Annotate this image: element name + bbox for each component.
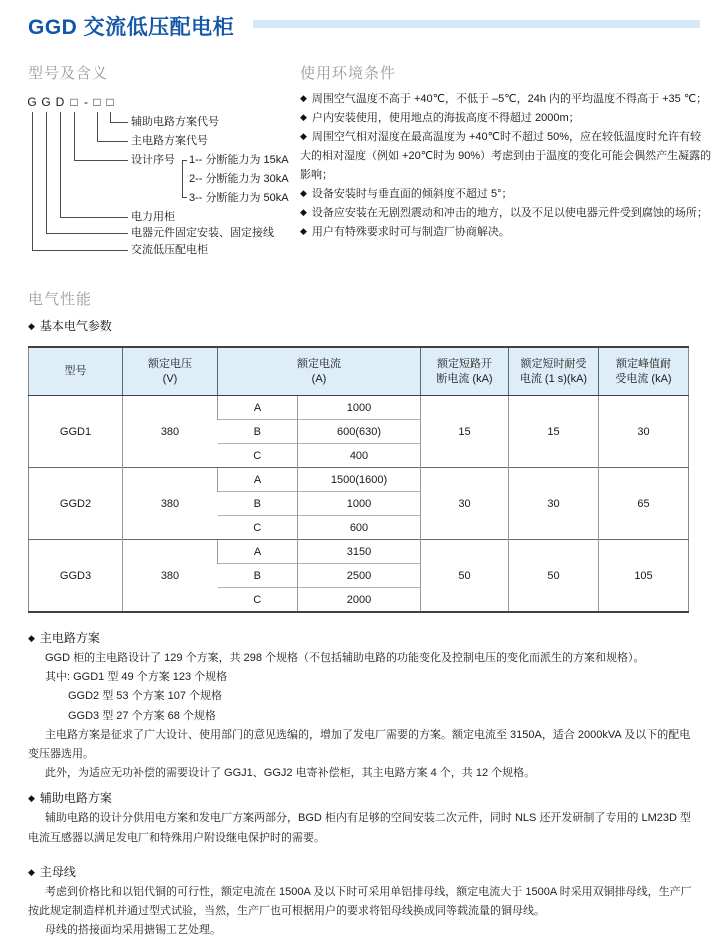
cell-peak: 105 <box>599 540 689 613</box>
cell-current: 600 <box>298 516 421 540</box>
connector-line <box>60 112 61 217</box>
cell-withstand: 15 <box>509 396 599 468</box>
cell-current: 3150 <box>298 540 421 564</box>
environment-conditions-list <box>300 90 712 242</box>
heading-busbar <box>28 863 722 883</box>
cell-withstand: 50 <box>509 540 599 613</box>
cell-current: 400 <box>298 444 421 468</box>
aux-circuit-paragraph: 辅助电路的设计分供用电方案和发电厂方案两部分，BGD 柜内有足够的空间安装二次元件，同时 NLS 还开发研制了专用的 LM23D 型电流互感器以满足发电厂和特殊用户附设继电保护时的需要。 <box>28 812 691 844</box>
cell-letter: C <box>218 516 298 540</box>
cell-breaking: 30 <box>421 468 509 540</box>
env-condition-text: 周围空气相对湿度在最高温度为 +40℃时不超过 50%，应在较低温度时允许有较大的相对湿度（例如 +20℃时为 90%）考虑到由于温度的变化可能会偶然产生凝露的影响； <box>300 131 712 181</box>
connector-line <box>32 250 128 251</box>
section-heading-environment: 使用环境条件 <box>300 65 397 82</box>
cell-withstand: 30 <box>509 468 599 540</box>
connector-line <box>46 112 47 233</box>
label-aux-circuit-code: 辅助电路方案代号 <box>131 116 219 128</box>
bracket-line <box>182 160 187 161</box>
code-char: G <box>41 95 51 109</box>
diamond-icon: ◆ <box>300 112 307 122</box>
header-peak-current: 额定峰值耐 受电流 (kA) <box>599 347 689 396</box>
label-fixed-mounting: 电器元件固定安装、固定接线 <box>131 227 274 239</box>
subheading-basic-parameters <box>28 317 722 337</box>
env-condition-text: 户内安装使用，使用地点的海拔高度不得超过 2000m； <box>311 112 580 124</box>
header-withstand-current: 额定短时耐受 电流 (1 s)(kA) <box>509 347 599 396</box>
heading-text: 主母线 <box>39 864 76 879</box>
connector-line <box>97 141 128 142</box>
main-circuit-paragraph: 其中: GGD1 型 49 个方案 123 个规格 <box>45 671 228 684</box>
main-circuit-paragraph: GGD3 型 27 个方案 68 个规格 <box>68 709 216 722</box>
code-char: □ <box>70 95 78 109</box>
busbar-paragraph: 考虑到价格比和以铝代铜的可行性，额定电流在 1500A 及以下时可采用单铝排母线，额定电流大于 1500A 时采用双铜排母线，生产厂按此规定制造样机并通过型式试验，当然，生产厂也可根据用户的要求将铝母线换成同等载流量的铜母线。 <box>28 885 692 918</box>
title-accent-band <box>253 20 700 28</box>
table-row <box>29 468 689 492</box>
env-condition-item <box>300 109 712 128</box>
connector-line <box>32 112 33 250</box>
code-char: □ <box>106 95 114 109</box>
cell-peak: 30 <box>599 396 689 468</box>
label-design-number: 设计序号 <box>131 154 175 166</box>
connector-line <box>74 160 128 161</box>
main-circuit-paragraph: 主电路方案是征求了广大设计、使用部门的意见选编的，增加了发电厂需要的方案。额定电流至 3150A，适合 2000kVA 及以下的配电变压器选用。 <box>28 728 691 761</box>
code-char: □ <box>93 95 101 109</box>
heading-main-circuit <box>28 629 722 649</box>
cell-letter: A <box>218 396 298 420</box>
main-circuit-paragraph: GGD 柜的主电路设计了 129 个方案，共 298 个规格（不包括辅助电路的功能变化及控制电压的变化而派生的方案和规格）。 <box>45 652 645 664</box>
cell-letter: B <box>218 492 298 516</box>
header-breaking-current: 额定短路开 断电流 (kA) <box>421 347 509 396</box>
cell-letter: A <box>218 468 298 492</box>
label-power-cabinet: 电力用柜 <box>131 211 175 223</box>
cell-current: 1000 <box>298 492 421 516</box>
diamond-icon: ◆ <box>300 93 307 103</box>
connector-line <box>60 217 128 218</box>
header-voltage: 额定电压 (V) <box>123 347 218 396</box>
heading-aux-circuit <box>28 789 722 809</box>
label-main-circuit-code: 主电路方案代号 <box>131 135 208 147</box>
diamond-icon: ◆ <box>28 321 35 331</box>
bracket-line <box>182 160 183 198</box>
connector-line <box>97 112 98 141</box>
table-row <box>29 396 689 420</box>
design-item-50ka: 3-- 分断能力为 50kA <box>189 192 289 204</box>
page-title: GGD 交流低压配电柜 <box>28 16 235 39</box>
label-ac-lv-cabinet: 交流低压配电柜 <box>131 244 208 256</box>
diamond-icon: ◆ <box>28 793 35 804</box>
design-item-30ka: 2-- 分断能力为 30kA <box>189 173 289 185</box>
diamond-icon: ◆ <box>28 633 35 643</box>
cell-letter: A <box>218 540 298 564</box>
connector-line <box>74 112 75 160</box>
cell-peak: 65 <box>599 468 689 540</box>
parameters-table <box>28 346 689 613</box>
cell-model: GGD2 <box>29 468 123 540</box>
connector-line <box>110 112 111 122</box>
env-condition-item <box>300 90 712 109</box>
main-circuit-paragraph: GGD2 型 53 个方案 107 个规格 <box>68 690 223 703</box>
cell-current: 1000 <box>298 396 421 420</box>
cell-voltage: 380 <box>123 396 218 468</box>
connector-line <box>110 122 128 123</box>
cell-model: GGD1 <box>59 425 92 438</box>
table-row <box>29 540 689 564</box>
code-char: - <box>84 95 88 109</box>
cell-breaking: 15 <box>421 396 509 468</box>
code-char: D <box>55 95 65 109</box>
cell-current: 1500(1600) <box>298 468 421 492</box>
env-condition-text: 设备应安装在无剧烈震动和冲击的地方，以及不足以使电器元件受到腐蚀的场所； <box>311 207 708 219</box>
cell-letter: C <box>218 588 298 613</box>
heading-text: 辅助电路方案 <box>39 791 112 806</box>
busbar-paragraph: 母线的搭接面均采用搪锡工艺处理。 <box>45 924 221 937</box>
diamond-icon: ◆ <box>300 131 307 141</box>
section-heading-electrical: 电气性能 <box>28 291 93 308</box>
connector-line <box>46 233 128 234</box>
header-current: 额定电流 (A) <box>218 347 421 396</box>
lower-content <box>0 290 722 940</box>
diamond-icon: ◆ <box>300 207 307 217</box>
env-condition-text: 用户有特殊要求时可与制造厂协商解决。 <box>311 226 510 238</box>
heading-text: 主电路方案 <box>39 631 100 645</box>
env-condition-item <box>300 128 712 185</box>
main-circuit-paragraph: 此外，为适应无功补偿的需要设计了 GGJ1、GGJ2 电寄补偿柜，其主电路方案 4 个，共 12 个规格。 <box>45 767 536 780</box>
diamond-icon: ◆ <box>300 188 307 198</box>
code-char: G <box>27 95 37 109</box>
design-item-15ka: 1-- 分断能力为 15kA <box>189 154 289 166</box>
header-model: 型号 <box>29 347 123 396</box>
env-condition-item <box>300 223 712 242</box>
cell-model: GGD3 <box>29 540 123 613</box>
section-heading-model: 型号及含义 <box>28 65 109 82</box>
table-header-row <box>29 347 689 396</box>
env-condition-item <box>300 185 712 204</box>
cell-current: 2500 <box>298 564 421 588</box>
diamond-icon: ◆ <box>300 226 307 236</box>
cell-current: 2000 <box>298 588 421 613</box>
cell-voltage: 380 <box>123 468 218 540</box>
cell-letter: B <box>218 564 298 588</box>
cell-letter: B <box>218 420 298 444</box>
env-condition-text: 周围空气温度不高于 +40℃，不低于 –5℃，24h 内的平均温度不得高于 +35 ℃； <box>311 93 708 105</box>
bracket-line <box>182 197 187 198</box>
cell-letter: C <box>218 444 298 468</box>
model-designation-diagram <box>28 95 300 265</box>
env-condition-item <box>300 204 712 223</box>
subheading-text: 基本电气参数 <box>39 319 112 333</box>
cell-breaking: 50 <box>421 540 509 613</box>
env-condition-text: 设备安装时与垂直面的倾斜度不超过 5°； <box>311 188 513 200</box>
diamond-icon: ◆ <box>28 866 35 877</box>
cell-current: 600(630) <box>298 420 421 444</box>
cell-voltage: 380 <box>123 540 218 613</box>
